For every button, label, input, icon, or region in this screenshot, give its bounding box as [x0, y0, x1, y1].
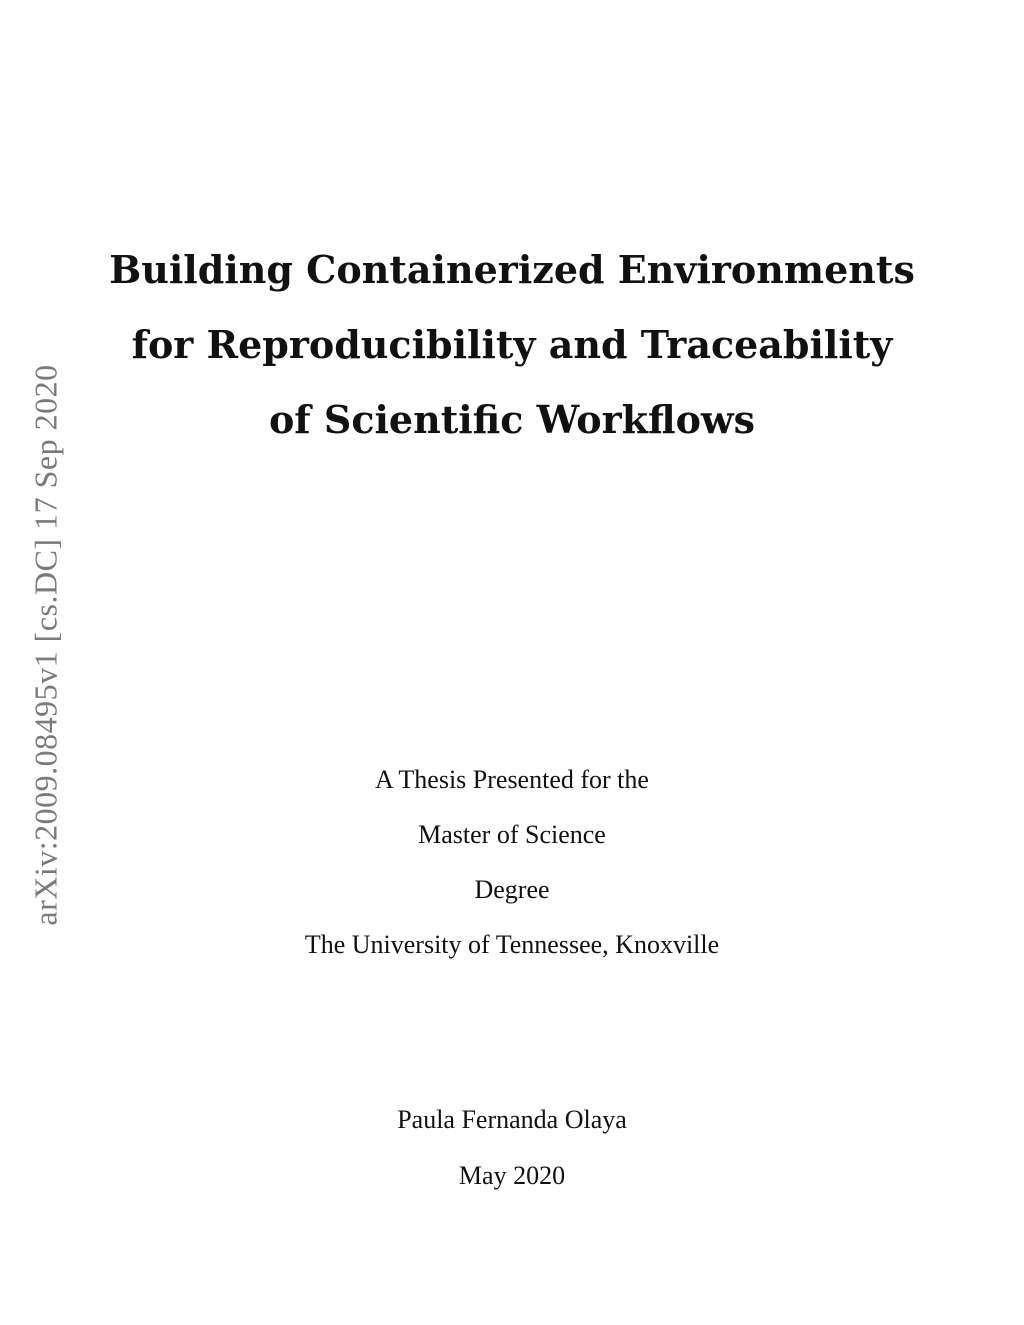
author-name: Paula Fernanda Olaya	[397, 1105, 627, 1134]
author-block	[0, 1092, 1024, 1204]
title-line-1: Building Containerized Environments	[109, 247, 915, 292]
title-line-3: of Scientific Workflows	[268, 397, 756, 442]
thesis-title	[0, 232, 1024, 457]
title-line-2: for Reproducibility and Traceability	[131, 322, 893, 367]
arxiv-identifier-stamp[interactable]: arXiv:2009.08495v1 [cs.DC] 17 Sep 2020	[27, 364, 64, 926]
university-line: The University of Tennessee, Knoxville	[304, 930, 720, 959]
thesis-info	[0, 752, 1024, 972]
publication-date: May 2020	[458, 1161, 566, 1190]
degree-name-line: Master of Science	[418, 820, 606, 849]
degree-line: Degree	[474, 875, 550, 904]
thesis-presented-line: A Thesis Presented for the	[375, 765, 649, 794]
